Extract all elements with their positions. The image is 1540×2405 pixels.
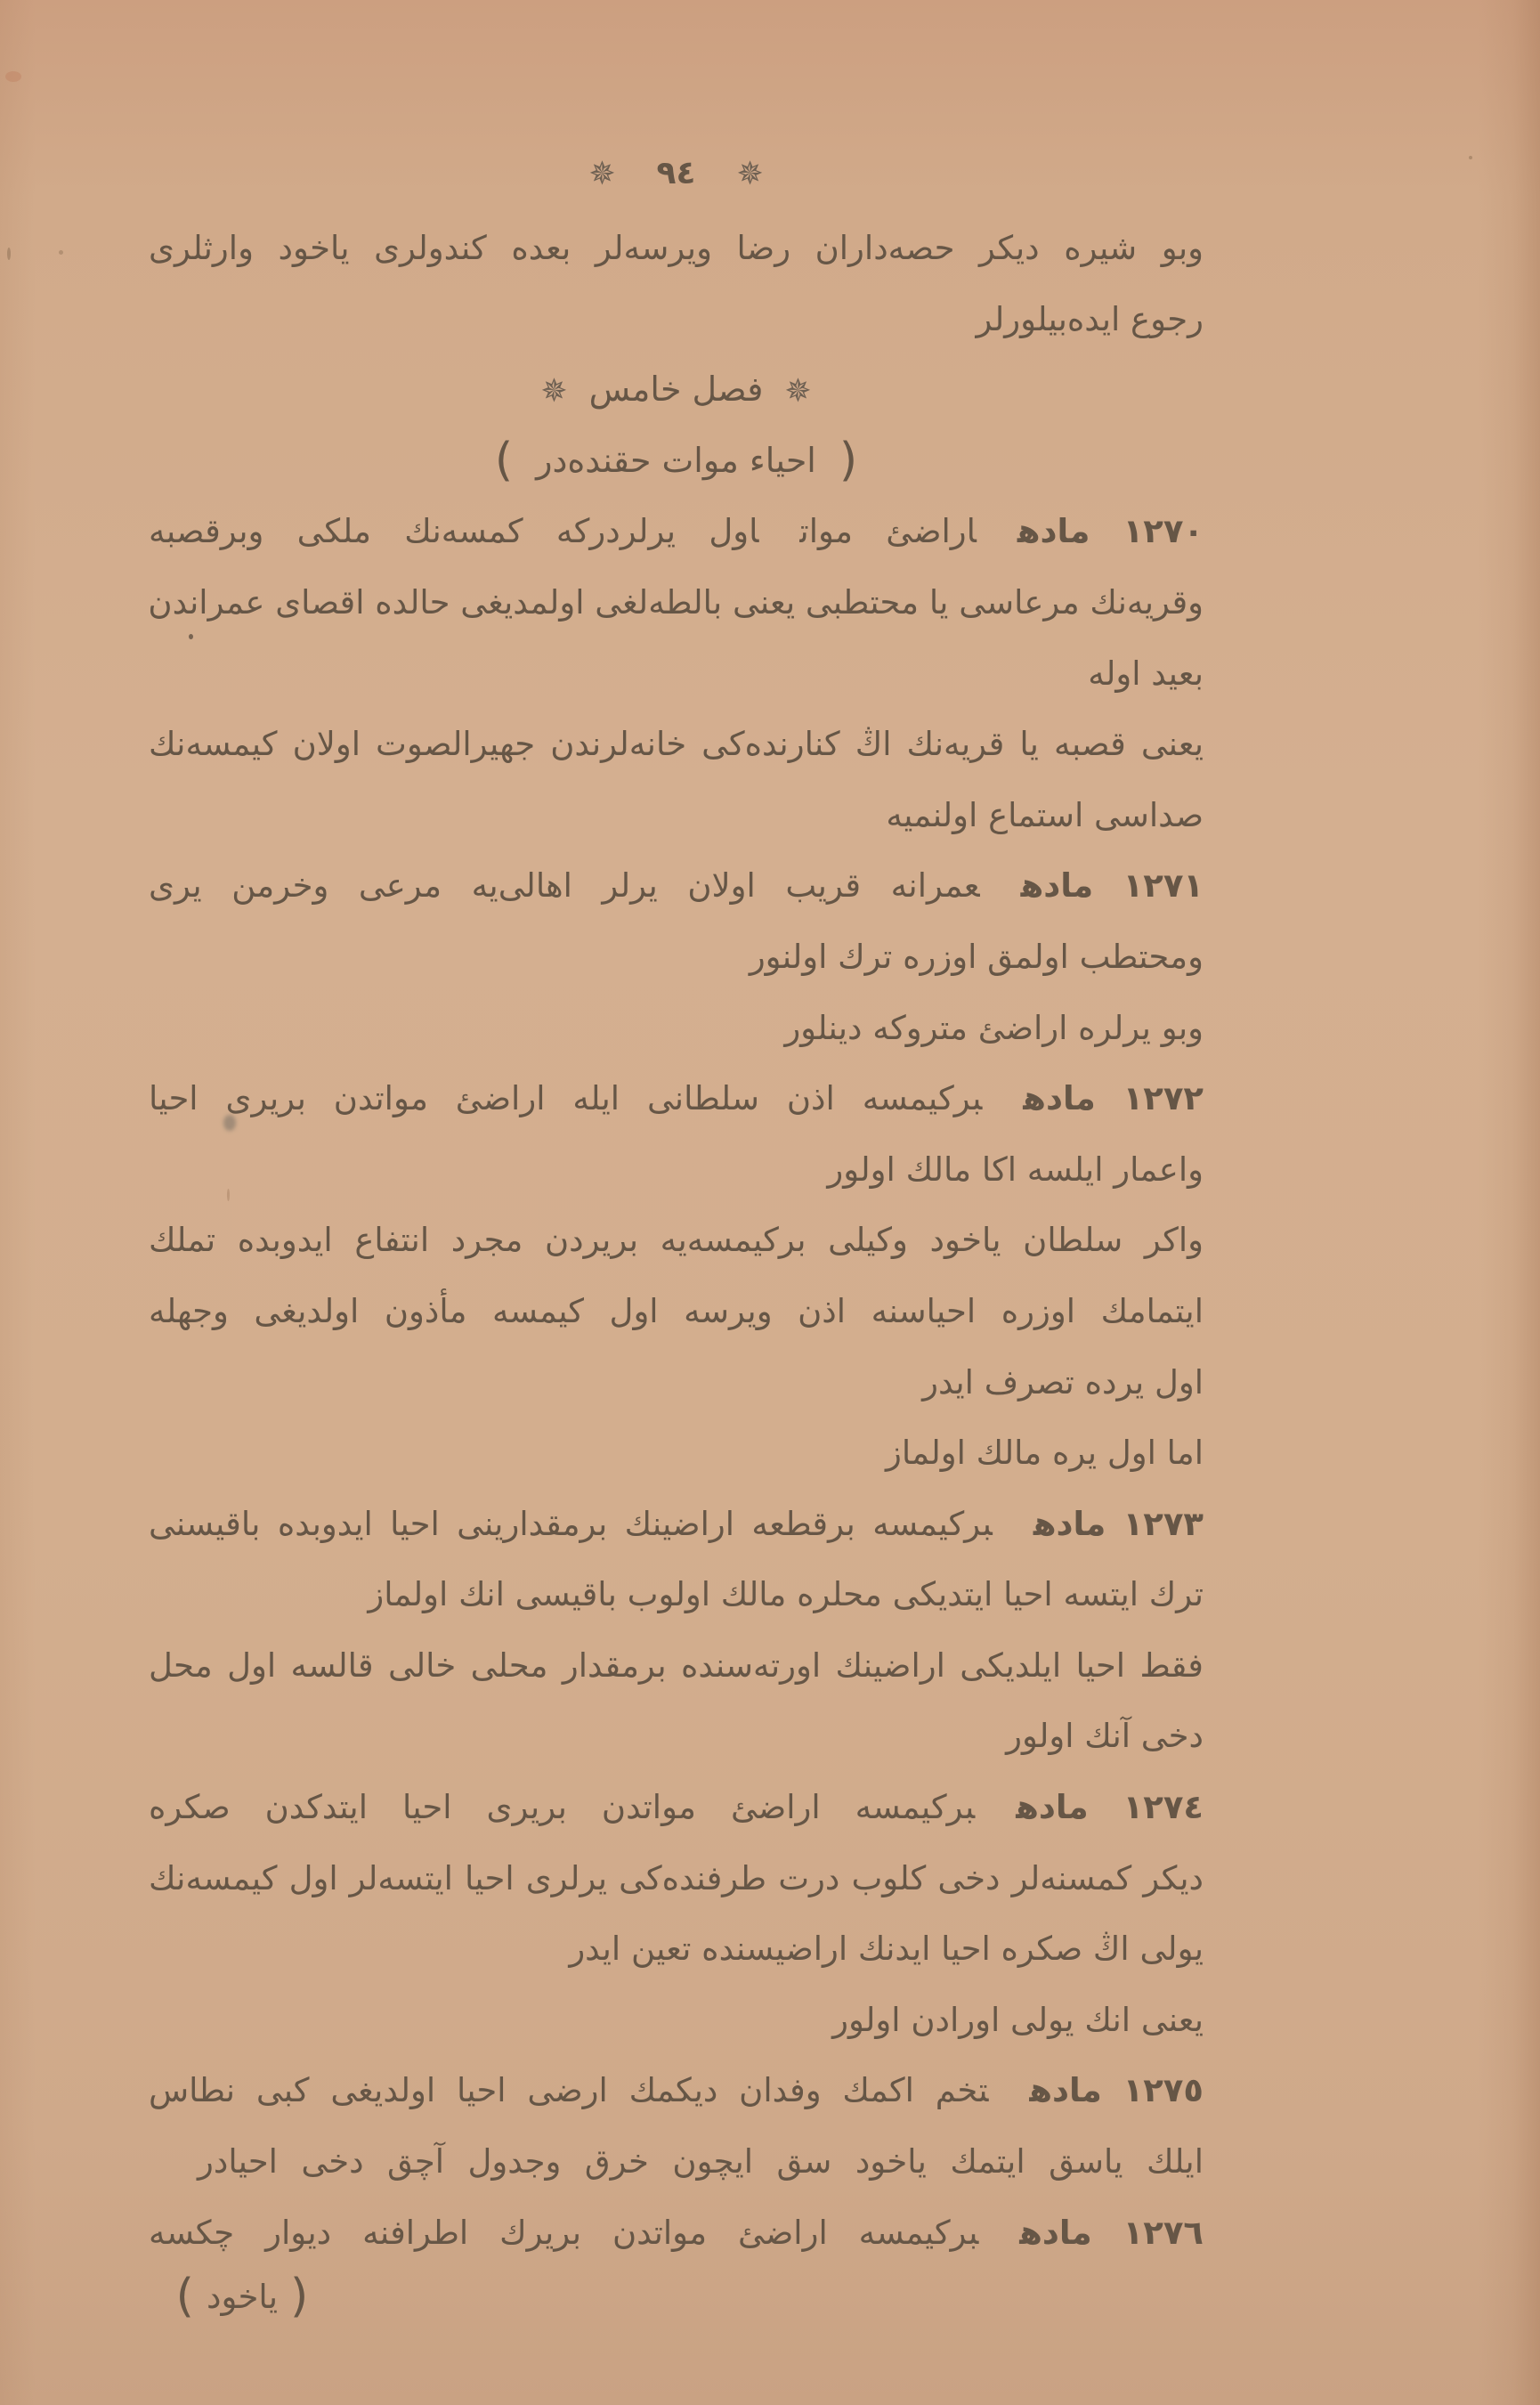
- page-header: [149, 134, 1204, 213]
- article-number: ١٢٧٣: [1123, 1504, 1204, 1543]
- text-line: وبو شيره ديكر حصه‌داران رضا ويرسه‌لر بعده كندولرى ياخود وارثلرى: [149, 229, 1204, 267]
- commentary-line: يعنى انك يولى اورادن اولور: [832, 2000, 1204, 2039]
- ornament-star-icon: ✵: [588, 156, 616, 192]
- article-text-line: ومحتطب اولمق اوزره ترك اولنور: [749, 937, 1204, 976]
- parenthesis: (: [290, 2270, 309, 2323]
- article-text-line: ايلك ياسق ايتمك ياخود سق ايچون خرق وجدول آچق دخى احيادر: [198, 2142, 1204, 2182]
- article-label: ماده: [1017, 512, 1090, 551]
- article-text-line: يولى اڭ صكره احيا ايدنك اراضيسنده تعين ايدر: [569, 1930, 1204, 1969]
- commentary-line: واكر سلطان ياخود وكيلى بركيمسه‌يه بريردن مجرد انتفاع ايدوبده تملك: [149, 1221, 1204, 1260]
- article-label: ماده: [1016, 1788, 1089, 1827]
- article-number: ١٢٧٠: [1123, 512, 1204, 551]
- article-1273-heading-line: [149, 1489, 1204, 1560]
- paper-stain: [5, 71, 21, 82]
- article-text: اول يرلردركه كمسه‌نك ملكى وبرقصبه: [149, 512, 759, 551]
- defined-term: اراضئ موات: [799, 512, 977, 551]
- article-1270-heading-line: [149, 496, 1204, 567]
- article-label: ماده: [1029, 2071, 1102, 2110]
- article-text-line: وقريه‌نك مرعاسى يا محتطبى يعنى بالطه‌لغى اولمديغى حالده اقصاى عمراندن: [148, 582, 1204, 622]
- article-text: بركيمسه اذن سلطانى ايله اراضئ مواتدن بريرى احيا: [149, 1079, 983, 1118]
- article-number: ١٢٧٤: [1123, 1788, 1204, 1827]
- article-text: بركيمسه برقطعه اراضينك برمقدارينى احيا ايدوبده باقيسنى: [149, 1504, 993, 1543]
- article-label: ماده: [1023, 1079, 1096, 1118]
- paper-stain: [7, 248, 11, 260]
- article-number: ١٢٧٢: [1123, 1079, 1204, 1118]
- article-text: بركيمسه اراضئ مواتدن بريرى احيا ايتدكدن صكره: [149, 1788, 976, 1827]
- article-text-line: ترك ايتسه احيا ايتديكى محلره مالك اولوب باقيسى انك اولماز: [368, 1575, 1204, 1614]
- article-label: ماده: [1019, 2213, 1092, 2252]
- commentary-line: دخى آنك اولور: [1006, 1717, 1204, 1756]
- article-1275-heading-line: [149, 2055, 1204, 2126]
- commentary-line: ايتمامك اوزره احياسنه اذن ويرسه اول كيمسه مأذون اولديغى وجهله: [149, 1291, 1204, 1330]
- section-title-text: فصل خامس: [588, 370, 764, 410]
- article-text: عمرانه قريب اولان يرلر اهالى‌يه مرعى وخرمن يرى: [149, 866, 980, 906]
- page-number: ٩٤: [656, 155, 696, 191]
- section-title: [149, 354, 1204, 426]
- parenthesis: ): [175, 2270, 194, 2323]
- parenthesis: ): [494, 433, 514, 487]
- commentary-line: فقط احيا ايلديكى اراضينك اورته‌سنده برمقدار محلى خالى قالسه اول محل: [149, 1645, 1204, 1685]
- commentary-line: يعنى قصبه يا قريه‌نك اڭ كنارنده‌كى خانه‌لرندن جهيرالصوت اولان كيمسه‌نك: [149, 725, 1204, 764]
- article-text: بركيمسه اراضئ مواتدن بريرك اطرافنه ديوار چكسه: [149, 2213, 979, 2252]
- text-line: رجوع ايده‌بيلورلر: [976, 299, 1204, 338]
- commentary-line: اول يرده تصرف ايدر: [922, 1362, 1204, 1402]
- ornament-star-icon: ✵: [540, 372, 568, 410]
- document-page: [149, 134, 1204, 2268]
- article-1271-heading-line: [149, 850, 1204, 922]
- article-label: ماده: [1020, 866, 1094, 906]
- paper-stain: [1469, 156, 1472, 159]
- commentary-line: صداسى استماع اولنميه: [886, 795, 1204, 834]
- article-number: ١٢٧٥: [1123, 2071, 1204, 2110]
- article-1274-heading-line: [149, 1772, 1204, 1843]
- parenthesis: (: [839, 433, 858, 487]
- article-text-line: واعمار ايلسه اكا مالك اولور: [827, 1150, 1204, 1189]
- article-text-line: ديكر كمسنه‌لر دخى كلوب درت طرفنده‌كى يرلرى احيا ايتسه‌لر اول كيمسه‌نك: [149, 1858, 1204, 1897]
- article-number: ١٢٧١: [1123, 866, 1204, 906]
- ornament-star-icon: ✵: [736, 156, 764, 192]
- article-1276-heading-line: [149, 2198, 1204, 2269]
- catchword: [166, 2261, 319, 2332]
- commentary-line: وبو يرلره اراضئ متروكه دينلور: [784, 1008, 1204, 1047]
- article-1272-heading-line: [149, 1063, 1204, 1134]
- article-text: تخم اكمك وفدان ديكمك ارضى احيا اولديغى كبى نطاس: [149, 2071, 989, 2110]
- catchword-text: ياخود: [206, 2278, 279, 2316]
- ornament-star-icon: ✵: [784, 372, 812, 410]
- section-subtitle-text: احياء موات حقنده‌در: [536, 440, 816, 480]
- article-label: ماده: [1033, 1504, 1106, 1543]
- paper-stain: [59, 250, 63, 255]
- article-text-line: بعيد اوله: [1088, 654, 1204, 693]
- article-number: ١٢٧٦: [1123, 2213, 1204, 2252]
- section-subtitle: [149, 426, 1204, 497]
- commentary-line: اما اول يره مالك اولماز: [885, 1434, 1204, 1473]
